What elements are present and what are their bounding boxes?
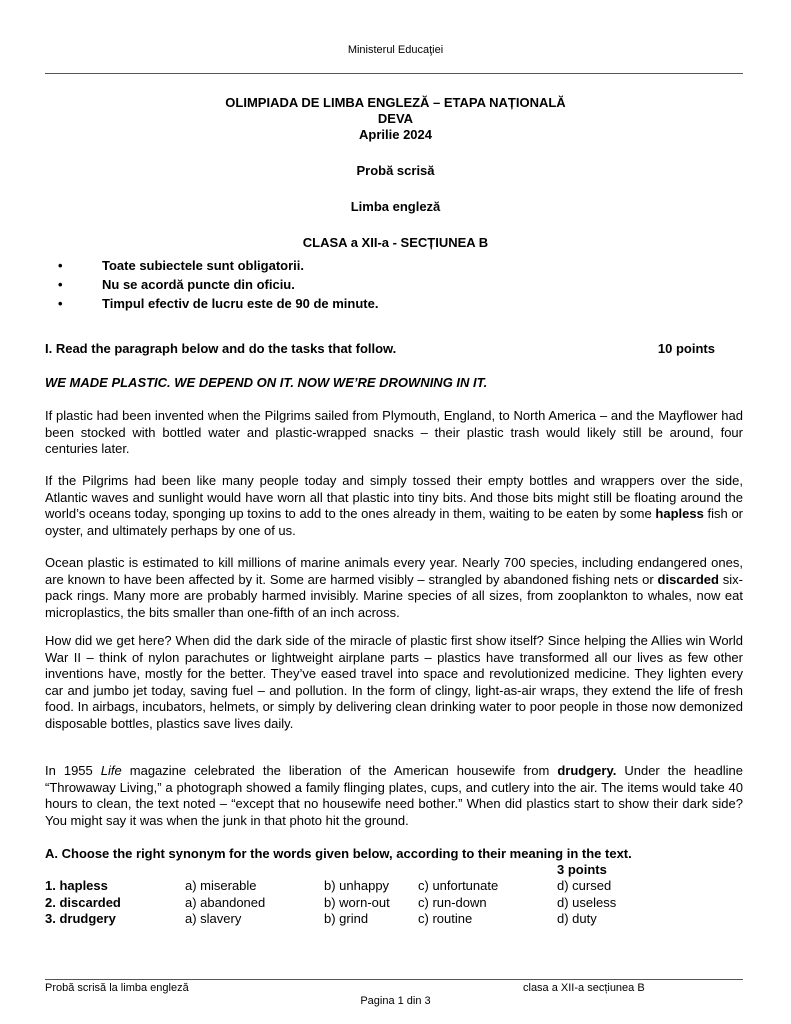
highlighted-word-discarded: discarded [657, 571, 719, 587]
article-paragraph-4: How did we get here? When did the dark side of the miracle of plastic first show itself? Since helping the Allies win World War II – think of nylon parachutes or lightweight airplane parts – plastics have transformed all our lives as few other inventions have, mostly for the better. They’ve eased travel into space and revolutionized medicine. They lighten every car and jumbo jet today, saving fuel – and pollution. In the form of clingy, light-as-air wraps, they extend the life of fresh food. In airbags, incubators, helmets, or simply by delivering clean drinking water to poor people in those now demonized disposable bottles, plastics save lives daily. [45, 633, 743, 731]
option-c: c) routine [418, 911, 473, 926]
table-row [45, 911, 697, 928]
option-a: a) abandoned [185, 894, 266, 910]
task-1-points: 10 points [657, 341, 715, 356]
task-a-points: 3 points [557, 862, 607, 877]
option-c: c) run-down [418, 894, 487, 910]
footer-class-label: clasa a XII-a secțiunea B [523, 982, 645, 994]
title-block [0, 95, 791, 251]
target-word: 2. discarded [45, 894, 121, 910]
table-row [45, 895, 697, 912]
paragraph-text: fish or oyster, and ultimately perhaps by one of us. [45, 506, 744, 538]
paragraph-text: magazine celebrated the liberation of the American housewife from [121, 763, 558, 778]
option-b: b) grind [324, 911, 369, 926]
header-divider [45, 73, 743, 74]
option-b: b) worn-out [324, 894, 390, 910]
rule-item: • Nu se acordă puncte din oficiu. [82, 275, 378, 294]
option-d: d) useless [557, 894, 617, 910]
option-a: a) miserable [185, 878, 257, 893]
task-1-heading [45, 341, 715, 356]
synonym-table [45, 878, 697, 928]
paragraph-text: six-pack rings. Many more are probably harmed invisibly. Marine species of all sizes, from zooplankton to whales, now eat microplastics, the bits smaller than one-fifth of an inch across. [45, 571, 743, 620]
footer-exam-label: Probă scrisă la limba engleză [45, 982, 189, 994]
article-paragraph-1: If plastic had been invented when the Pilgrims sailed from Plymouth, England, to North America – and the Mayflower had been stocked with bottled water and plastic-wrapped snacks – their plastic trash would likely still be around, four centuries later. [45, 408, 743, 457]
option-d: d) duty [557, 911, 597, 926]
option-b: b) unhappy [324, 878, 390, 893]
article-paragraph-3 [45, 555, 743, 621]
paragraph-text: In 1955 [45, 763, 101, 778]
highlighted-word-hapless: hapless [655, 506, 704, 522]
article-title: WE MADE PLASTIC. WE DEPEND ON IT. NOW WE’RE DROWNING IN IT. [45, 375, 488, 390]
article-paragraph-5 [45, 763, 743, 829]
magazine-name: Life [100, 763, 122, 778]
option-a: a) slavery [185, 911, 242, 926]
article-paragraph-2 [45, 473, 743, 539]
option-c: c) unfortunate [418, 878, 499, 893]
option-d: d) cursed [557, 878, 612, 893]
paragraph-text: Ocean plastic is estimated to kill millions of marine animals every year. Nearly 700 species, including endangered ones, are known to have been affected by it. Some are harmed visibly – strangled by abandoned fishing nets or [45, 555, 743, 587]
highlighted-word-drudgery: drudgery. [557, 763, 617, 778]
ministry-header: Ministerul Educaţiei [347, 44, 444, 56]
rules-list [82, 256, 378, 313]
paragraph-text: If the Pilgrims had been like many people today and simply tossed their empty bottles and wrappers over the side, Atlantic waves and sunlight would have worn all that plastic into tiny bits. And those bits might still be floating around the world’s oceans today, sponging up toxins to add to the ones already in them, waiting to be eaten by some [45, 473, 743, 522]
rule-item: • Toate subiectele sunt obligatorii. [82, 256, 378, 275]
task-a-heading: A. Choose the right synonym for the words given below, according to their meaning in the text. [45, 846, 632, 861]
paragraph-text: Under the headline “Throwaway Living,” a photograph showed a family flinging plates, cups, and cutlery into the air. The items would take 40 hours to clean, the text noted – “except that no housewife need bother.” When did plastics start to show their dark side? You might say it was when the junk in that photo hit the ground. [45, 763, 743, 828]
olympiad-title: OLIMPIADA DE LIMBA ENGLEZĂ – ETAPA NAȚIONALĂ [225, 95, 566, 110]
subject-title: Limba engleză [350, 199, 441, 214]
exam-type-title: Probă scrisă [356, 163, 435, 178]
task-1-instruction: I. Read the paragraph below and do the tasks that follow. [45, 341, 397, 356]
table-row [45, 878, 697, 895]
rule-item: • Timpul efectiv de lucru este de 90 de minute. [82, 294, 378, 313]
location-title: DEVA [377, 111, 414, 126]
page-number: Pagina 1 din 3 [360, 995, 431, 1007]
date-title: Aprilie 2024 [359, 127, 432, 142]
target-word: 1. hapless [45, 878, 108, 893]
footer-divider [45, 979, 743, 980]
class-section-title: CLASA a XII-a - SECȚIUNEA B [302, 235, 489, 250]
target-word: 3. drudgery [45, 911, 116, 926]
